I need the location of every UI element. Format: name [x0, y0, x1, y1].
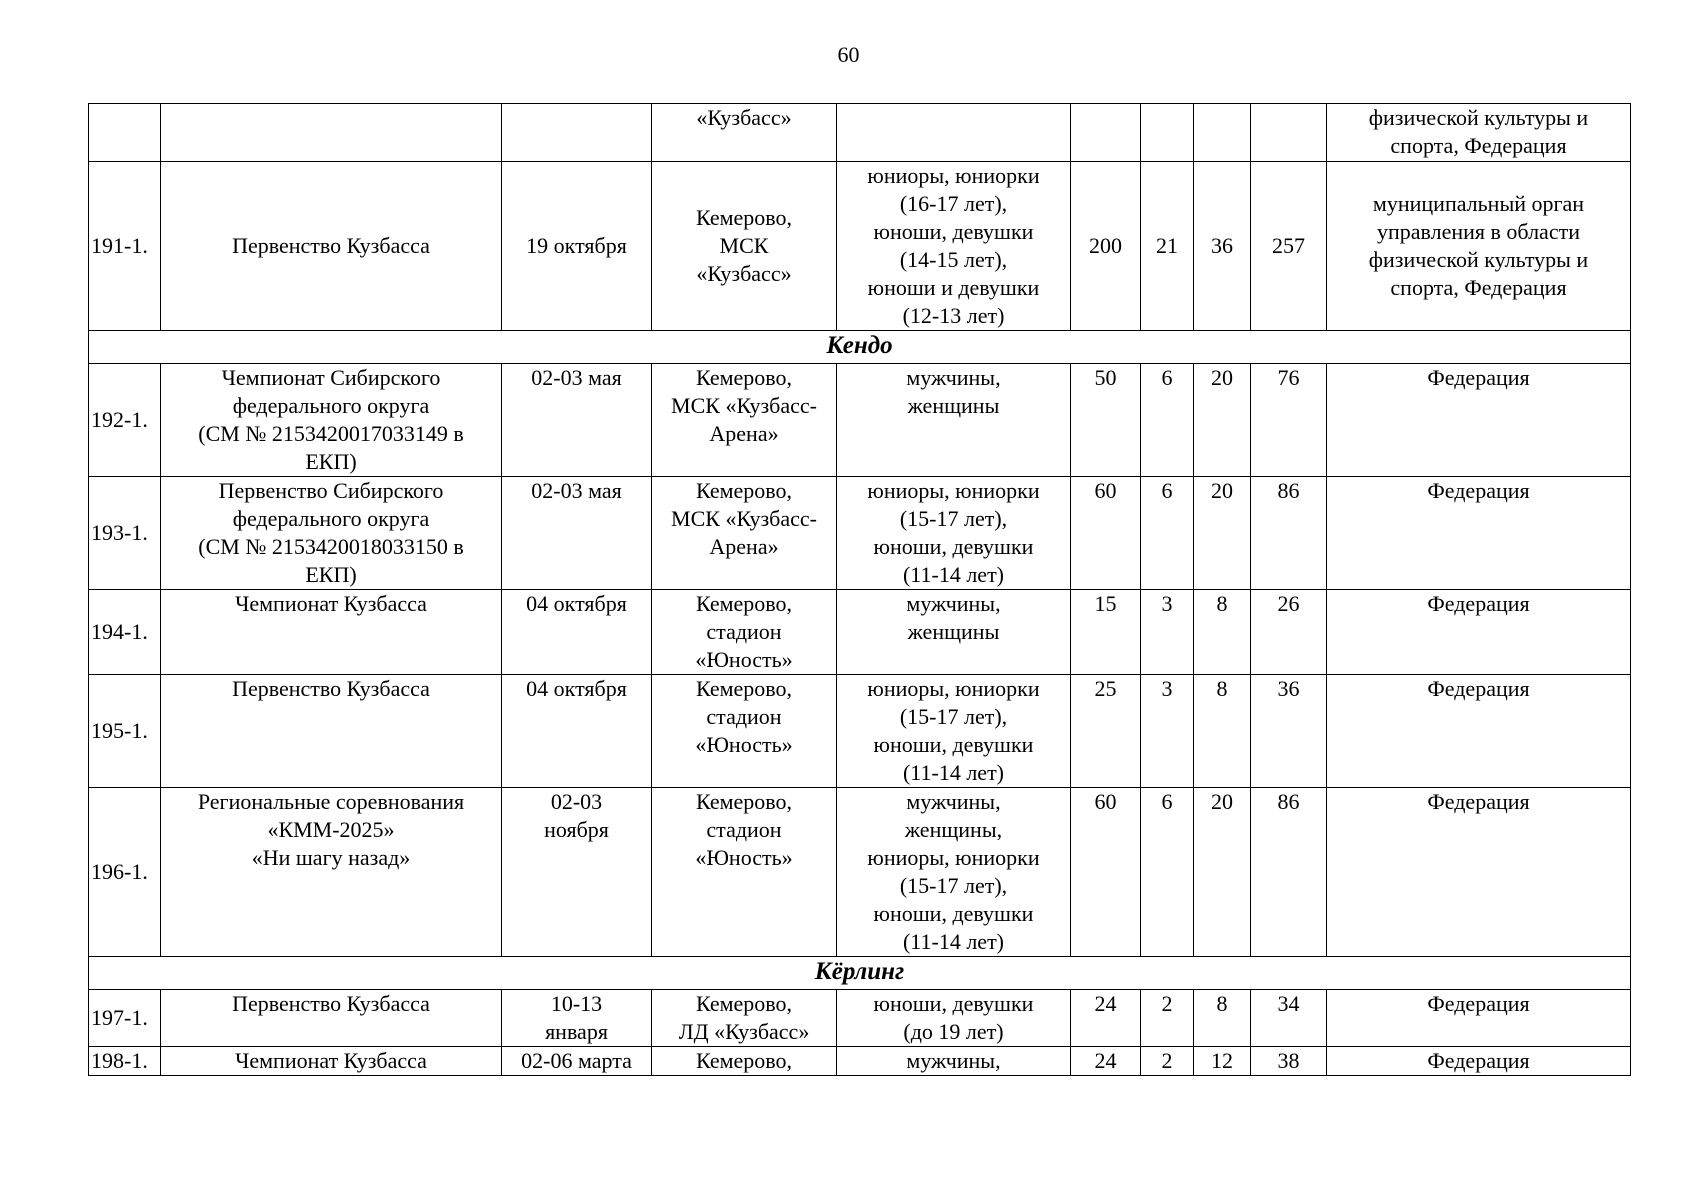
event-name-cell [161, 1047, 502, 1076]
organizer-cell [1327, 590, 1631, 675]
event-place-cell [652, 788, 837, 957]
judges-count-cell [1141, 104, 1194, 162]
athletes-count-cell: 200 [1071, 162, 1141, 331]
participants-line: (14-15 лет), [899, 247, 1008, 272]
participants-line: женщины [907, 619, 1000, 644]
judges-count-cell: 2 [1141, 990, 1194, 1047]
event-date-line: ноября [544, 817, 609, 842]
participants-cell [837, 788, 1071, 957]
table-row [89, 477, 1631, 590]
total-count-cell: 257 [1251, 162, 1327, 331]
event-place-line: Арена» [709, 534, 779, 559]
organizer-cell [1327, 675, 1631, 788]
row-number-cell: 197-1. [89, 990, 161, 1047]
organizer-line: физической культуры и [1368, 105, 1589, 130]
event-date-cell [502, 590, 652, 675]
event-place-line: «Юность» [695, 732, 793, 757]
organizer-line: спорта, Федерация [1390, 275, 1567, 300]
event-place-line: стадион [706, 817, 782, 842]
participants-line: юниоры, юниорки [867, 676, 1040, 701]
participants-line: мужчины, [906, 365, 1001, 390]
table-row [89, 162, 1631, 331]
participants-line: юноши, девушки [873, 991, 1034, 1016]
organizer-cell [1327, 104, 1631, 162]
participants-line: юноши, девушки [873, 534, 1034, 559]
event-date-cell [502, 1047, 652, 1076]
athletes-count-cell: 50 [1071, 364, 1141, 477]
event-date-line: 19 октября [526, 233, 627, 258]
event-place-line: МСК [719, 233, 769, 258]
event-name-line: Первенство Сибирского [218, 478, 444, 503]
event-place-line: Арена» [709, 421, 779, 446]
participants-line: (11-14 лет) [902, 929, 1005, 954]
participants-line: (12-13 лет) [902, 303, 1005, 328]
event-name-line: «КММ-2025» [267, 817, 395, 842]
section-title: Кендо [89, 331, 1631, 364]
event-place-cell [652, 590, 837, 675]
event-name-line: ЕКП) [305, 562, 357, 587]
athletes-count-cell: 15 [1071, 590, 1141, 675]
participants-line: (11-14 лет) [902, 562, 1005, 587]
event-place-line: стадион [706, 704, 782, 729]
event-date-line: 04 октября [526, 676, 627, 701]
event-place-cell [652, 675, 837, 788]
participants-line: юноши и девушки [867, 275, 1040, 300]
event-date-cell [502, 104, 652, 162]
athletes-count-cell: 24 [1071, 1047, 1141, 1076]
event-place-line: стадион [706, 619, 782, 644]
organizer-cell [1327, 162, 1631, 331]
event-date-cell [502, 477, 652, 590]
row-number-cell: 195-1. [89, 675, 161, 788]
event-place-line: Кемерово, [695, 676, 793, 701]
coaches-count-cell: 20 [1194, 477, 1251, 590]
event-place-line: Кемерово, [695, 205, 793, 230]
organizer-cell [1327, 1047, 1631, 1076]
organizer-line: Федерация [1427, 991, 1530, 1016]
participants-line: (до 19 лет) [903, 1019, 1004, 1044]
event-place-line: «Кузбасс» [696, 261, 792, 286]
event-name-cell [161, 477, 502, 590]
participants-cell [837, 675, 1071, 788]
table-row [89, 788, 1631, 957]
event-place-cell [652, 364, 837, 477]
organizer-line: Федерация [1427, 676, 1530, 701]
judges-count-cell: 3 [1141, 675, 1194, 788]
organizer-line: спорта, Федерация [1390, 133, 1567, 158]
table-row [89, 104, 1631, 162]
participants-cell [837, 104, 1071, 162]
participants-line: юноши, девушки [873, 732, 1034, 757]
row-number-cell: 193-1. [89, 477, 161, 590]
athletes-count-cell [1071, 104, 1141, 162]
total-count-cell: 26 [1251, 590, 1327, 675]
row-number-cell: 192-1. [89, 364, 161, 477]
coaches-count-cell [1194, 104, 1251, 162]
event-place-cell [652, 477, 837, 590]
participants-line: мужчины, [906, 591, 1001, 616]
section-header-row [89, 957, 1631, 990]
coaches-count-cell: 20 [1194, 364, 1251, 477]
event-place-line: Кемерово, [695, 478, 793, 503]
event-name-cell [161, 590, 502, 675]
event-name-line: ЕКП) [305, 449, 357, 474]
event-name-line: Первенство Кузбасса [232, 233, 430, 258]
participants-line: юниоры, юниорки [867, 163, 1040, 188]
judges-count-cell: 6 [1141, 788, 1194, 957]
participants-cell [837, 477, 1071, 590]
event-place-cell [652, 1047, 837, 1076]
participants-line: юноши, девушки [873, 901, 1034, 926]
participants-line: юноши, девушки [873, 219, 1034, 244]
event-name-cell [161, 104, 502, 162]
total-count-cell: 76 [1251, 364, 1327, 477]
event-name-line: Первенство Кузбасса [232, 676, 430, 701]
organizer-line: Федерация [1427, 478, 1530, 503]
event-place-line: Кемерово, [695, 365, 793, 390]
participants-line: (16-17 лет), [899, 191, 1008, 216]
participants-line: (15-17 лет), [899, 704, 1008, 729]
judges-count-cell: 2 [1141, 1047, 1194, 1076]
participants-line: (11-14 лет) [902, 760, 1005, 785]
section-title: Кёрлинг [89, 957, 1631, 990]
participants-line: (15-17 лет), [899, 506, 1008, 531]
event-place-line: ЛД «Кузбасс» [678, 1019, 810, 1044]
total-count-cell: 86 [1251, 477, 1327, 590]
table-row [89, 364, 1631, 477]
participants-cell [837, 162, 1071, 331]
participants-cell [837, 990, 1071, 1047]
organizer-line: Федерация [1427, 365, 1530, 390]
participants-line: (15-17 лет), [899, 873, 1008, 898]
table-body [89, 104, 1631, 1076]
total-count-cell [1251, 104, 1327, 162]
participants-line: юниоры, юниорки [867, 478, 1040, 503]
event-place-line: Кемерово, [695, 591, 793, 616]
event-place-line: «Кузбасс» [696, 105, 792, 130]
total-count-cell: 34 [1251, 990, 1327, 1047]
row-number-cell: 198-1. [89, 1047, 161, 1076]
coaches-count-cell: 8 [1194, 590, 1251, 675]
event-name-line: «Ни шагу назад» [251, 845, 411, 870]
athletes-count-cell: 60 [1071, 477, 1141, 590]
athletes-count-cell: 24 [1071, 990, 1141, 1047]
participants-line: юниоры, юниорки [867, 845, 1040, 870]
participants-cell [837, 590, 1071, 675]
judges-count-cell: 6 [1141, 477, 1194, 590]
participants-cell [837, 1047, 1071, 1076]
event-place-line: Кемерово, [695, 991, 793, 1016]
event-place-line: «Юность» [695, 845, 793, 870]
event-name-line: Чемпионат Кузбасса [235, 1048, 427, 1073]
event-date-cell [502, 364, 652, 477]
total-count-cell: 86 [1251, 788, 1327, 957]
event-place-cell [652, 990, 837, 1047]
events-table [88, 103, 1631, 1076]
total-count-cell: 36 [1251, 675, 1327, 788]
organizer-cell [1327, 364, 1631, 477]
participants-line: мужчины, [906, 789, 1001, 814]
table-row [89, 675, 1631, 788]
participants-line: мужчины, [906, 1048, 1001, 1073]
organizer-cell [1327, 477, 1631, 590]
section-header-row [89, 331, 1631, 364]
participants-line: женщины [907, 393, 1000, 418]
event-name-line: федерального округа [232, 393, 430, 418]
event-date-line: 02-03 [550, 789, 603, 814]
event-place-line: МСК «Кузбасс- [671, 393, 817, 418]
coaches-count-cell: 8 [1194, 675, 1251, 788]
coaches-count-cell: 8 [1194, 990, 1251, 1047]
event-date-line: 02-03 мая [531, 365, 622, 390]
event-name-line: (СМ № 2153420018033150 в [198, 534, 464, 559]
event-date-cell [502, 162, 652, 331]
event-name-cell [161, 364, 502, 477]
event-place-cell [652, 162, 837, 331]
event-place-line: Кемерово, [695, 789, 793, 814]
judges-count-cell: 6 [1141, 364, 1194, 477]
organizer-line: муниципальный орган [1372, 191, 1585, 216]
event-name-cell [161, 675, 502, 788]
event-name-cell [161, 162, 502, 331]
organizer-line: физической культуры и [1368, 247, 1589, 272]
table-row [89, 590, 1631, 675]
athletes-count-cell: 60 [1071, 788, 1141, 957]
page-number: 60 [837, 42, 860, 67]
row-number-cell [89, 104, 161, 162]
event-name-line: федерального округа [232, 506, 430, 531]
coaches-count-cell: 20 [1194, 788, 1251, 957]
event-date-line: 02-06 марта [521, 1048, 632, 1073]
event-name-cell [161, 788, 502, 957]
row-number-cell: 194-1. [89, 590, 161, 675]
event-date-cell [502, 990, 652, 1047]
judges-count-cell: 21 [1141, 162, 1194, 331]
total-count-cell: 38 [1251, 1047, 1327, 1076]
coaches-count-cell: 12 [1194, 1047, 1251, 1076]
event-date-cell [502, 788, 652, 957]
event-place-cell [652, 104, 837, 162]
event-place-line: «Юность» [695, 647, 793, 672]
event-name-line: (СМ № 2153420017033149 в [198, 421, 464, 446]
event-name-line: Региональные соревнования [197, 789, 465, 814]
event-date-line: 02-03 мая [531, 478, 622, 503]
judges-count-cell: 3 [1141, 590, 1194, 675]
row-number-cell: 196-1. [89, 788, 161, 957]
event-date-line: января [545, 1019, 608, 1044]
coaches-count-cell: 36 [1194, 162, 1251, 331]
organizer-cell [1327, 990, 1631, 1047]
event-name-line: Первенство Кузбасса [232, 991, 430, 1016]
row-number-cell: 191-1. [89, 162, 161, 331]
event-name-cell [161, 990, 502, 1047]
participants-line: женщины, [904, 817, 1003, 842]
event-place-line: МСК «Кузбасс- [671, 506, 817, 531]
athletes-count-cell: 25 [1071, 675, 1141, 788]
organizer-line: Федерация [1427, 789, 1530, 814]
event-date-cell [502, 675, 652, 788]
organizer-line: управления в области [1377, 219, 1580, 244]
organizer-line: Федерация [1427, 1048, 1530, 1073]
organizer-cell [1327, 788, 1631, 957]
event-date-line: 10-13 [550, 991, 603, 1016]
event-date-line: 04 октября [526, 591, 627, 616]
table-row [89, 1047, 1631, 1076]
organizer-line: Федерация [1427, 591, 1530, 616]
table-row [89, 990, 1631, 1047]
participants-cell [837, 364, 1071, 477]
event-name-line: Чемпионат Сибирского [221, 365, 441, 390]
event-name-line: Чемпионат Кузбасса [235, 591, 427, 616]
event-place-line: Кемерово, [695, 1048, 793, 1073]
